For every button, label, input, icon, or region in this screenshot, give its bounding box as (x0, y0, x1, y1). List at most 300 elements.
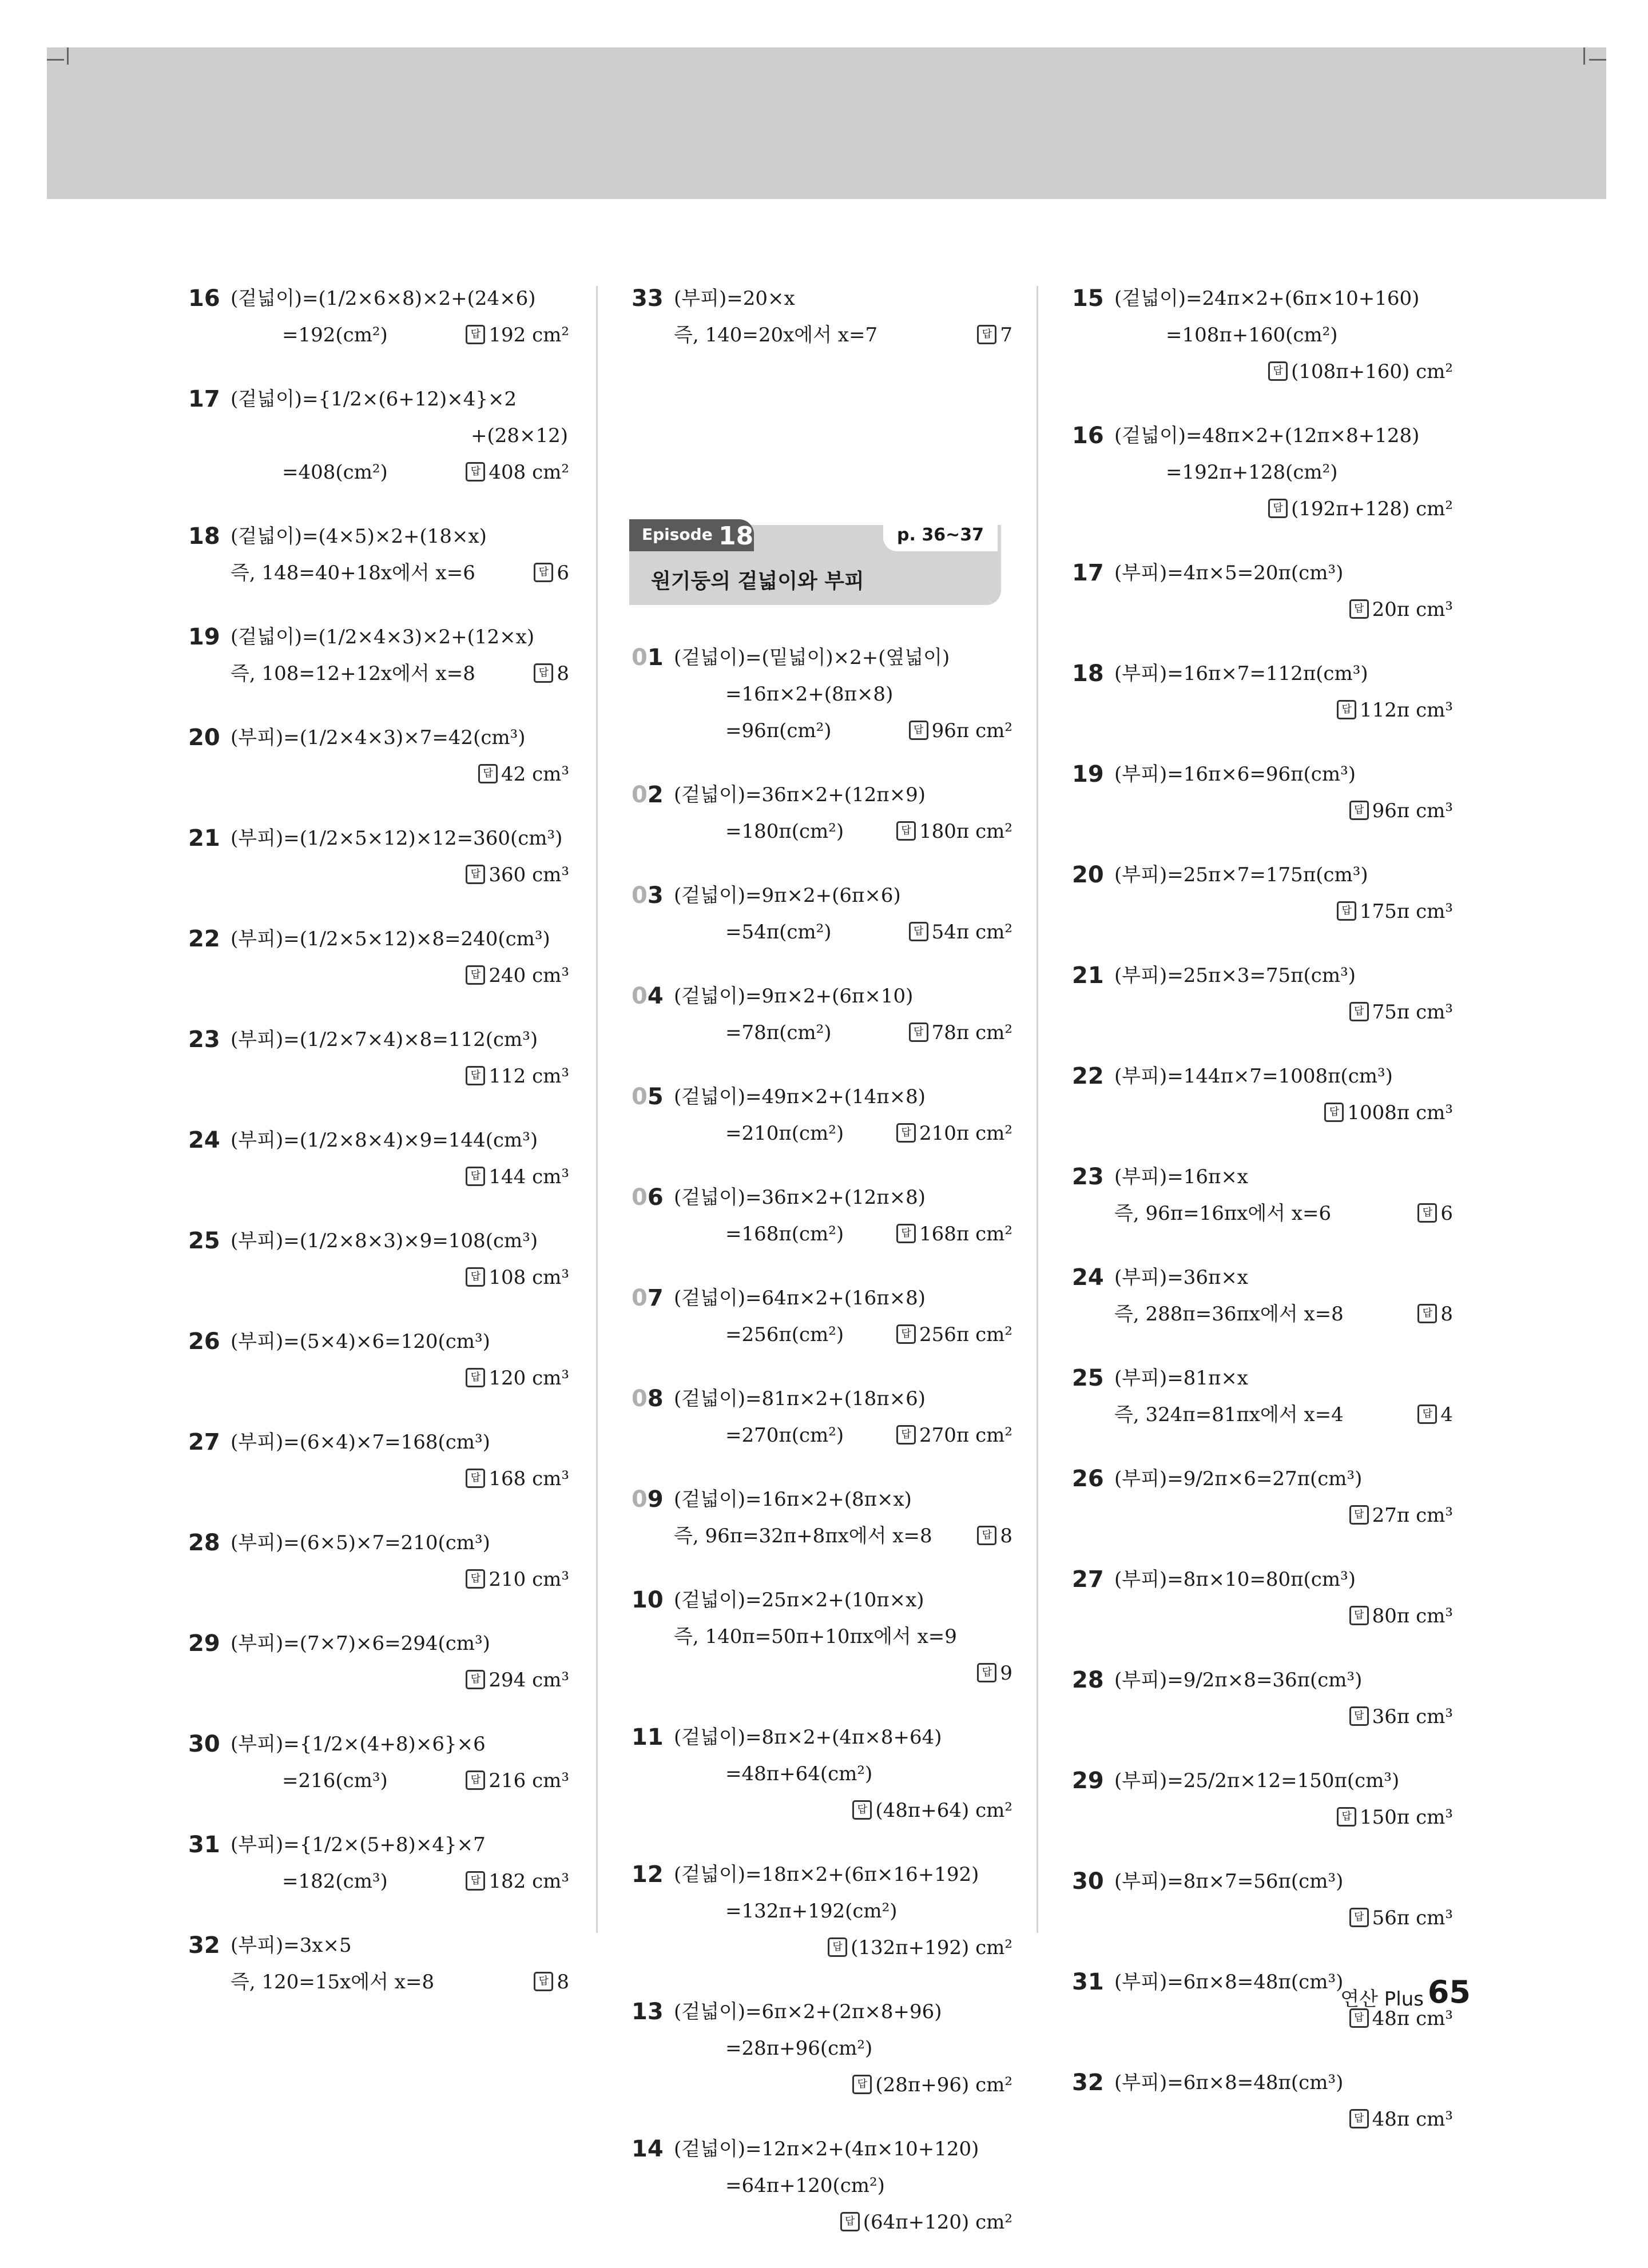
solution-expression: =408(cm²) (282, 461, 388, 484)
problem-number: 01 (632, 644, 664, 671)
answer-icon: 답 (977, 1663, 996, 1682)
solution-item (1070, 1159, 1453, 1232)
solution-item (1070, 756, 1453, 829)
problem-number: 30 (1072, 1868, 1104, 1895)
solution-expression: =192π+128(cm²) (1166, 461, 1338, 484)
solution-expression: 즉, 140π=50π+10πx에서 x=9 (674, 1625, 957, 1648)
solution-line (1070, 655, 1453, 692)
answer-value: 4 (1440, 1403, 1453, 1426)
solution-expression: (겉넓이)=48π×2+(12π×8+128) (1114, 424, 1420, 447)
solution-line (186, 1360, 569, 1396)
solution-expression: =96π(cm²) (725, 719, 832, 742)
solution-line (186, 1662, 569, 1698)
solution-expression: (겉넓이)=81π×2+(18π×6) (674, 1387, 926, 1410)
answer-value: 96π cm³ (1372, 799, 1453, 822)
solution-expression: =28π+96(cm²) (725, 2037, 873, 2060)
crop-mark (47, 59, 64, 61)
solution-expression: =216(cm³) (282, 1769, 388, 1792)
solution-line (186, 1159, 569, 1195)
solution-expression: =192(cm²) (282, 324, 388, 347)
solution-line (629, 317, 1012, 353)
answer-icon: 답 (1349, 2109, 1369, 2128)
solution-expression: (부피)=(1/2×5×12)×8=240(cm³) (231, 928, 550, 950)
solution-expression: (부피)=16π×7=112π(cm³) (1114, 662, 1368, 685)
solution-line (1070, 1396, 1453, 1433)
solution-line (186, 1461, 569, 1497)
solution-expression: 즉, 288π=36πx에서 x=8 (1114, 1303, 1344, 1326)
answer (909, 713, 1012, 749)
answer-value: 80π cm³ (1372, 1605, 1453, 1628)
episode-tag (629, 519, 754, 551)
solution-line (186, 1964, 569, 2000)
solution-item (629, 1079, 1012, 1152)
answer-icon: 답 (534, 1972, 553, 1991)
solution-line (1070, 692, 1453, 729)
solution-expression: (부피)={1/2×(4+8)×6}×6 (231, 1733, 486, 1756)
answer (1349, 793, 1453, 829)
problem-number: 30 (188, 1731, 220, 1757)
solution-line (186, 756, 569, 793)
problem-number: 10 (632, 1587, 664, 1613)
solution-line (186, 1762, 569, 1799)
column-divider (1037, 286, 1038, 1933)
problem-number: 25 (1072, 1365, 1104, 1391)
solution-item (629, 1856, 1012, 1966)
solution-expression: 즉, 140=20x에서 x=7 (674, 324, 878, 347)
answer (466, 1259, 569, 1296)
solution-item (1070, 1360, 1453, 1433)
answer-icon: 답 (1349, 1908, 1369, 1927)
solution-line (186, 957, 569, 994)
solution-column-3 (1070, 280, 1453, 2165)
solution-line (186, 1223, 569, 1259)
answer-icon: 답 (466, 1267, 485, 1287)
solution-expression: =180π(cm²) (725, 820, 844, 843)
solution-expression: (겉넓이)=(밑넓이)×2+(옆넓이) (674, 646, 950, 669)
solution-line (629, 2204, 1012, 2241)
solution-line (1070, 555, 1453, 591)
solution-expression: 즉, 96π=16πx에서 x=6 (1114, 1202, 1332, 1225)
solution-expression: =16π×2+(8π×8) (725, 683, 894, 706)
problem-number: 25 (188, 1228, 220, 1254)
solution-line (1070, 1058, 1453, 1095)
solution-line (629, 914, 1012, 950)
solution-line (629, 1655, 1012, 1692)
answer-icon: 답 (909, 1022, 928, 1042)
problem-number: 18 (1072, 660, 1104, 687)
solution-line (186, 317, 569, 353)
solution-line (1070, 1698, 1453, 1735)
answer (977, 1655, 1012, 1692)
answer-value: (132π+192) cm² (851, 1936, 1012, 1959)
solution-expression: (부피)=8π×10=80π(cm³) (1114, 1568, 1356, 1591)
answer (977, 317, 1012, 353)
solution-line (186, 719, 569, 756)
answer-value: 20π cm³ (1372, 598, 1453, 621)
answer-icon: 답 (466, 462, 485, 482)
solution-item (186, 1122, 569, 1195)
problem-number: 29 (188, 1630, 220, 1657)
answer-icon: 답 (466, 865, 485, 884)
answer-value: 294 cm³ (489, 1669, 569, 1692)
answer-icon: 답 (1349, 801, 1369, 820)
answer (466, 1461, 569, 1497)
solution-line (629, 1856, 1012, 1893)
solution-expression: (부피)=144π×7=1008π(cm³) (1114, 1065, 1393, 1088)
answer (466, 317, 569, 353)
solution-line (629, 777, 1012, 813)
problem-number: 29 (1072, 1768, 1104, 1794)
answer-value: 42 cm³ (501, 763, 569, 786)
answer (977, 1518, 1012, 1554)
solution-item (1070, 1863, 1453, 1936)
answer-value: 216 cm³ (489, 1769, 569, 1792)
problem-number: 09 (632, 1486, 664, 1513)
solution-expression: (부피)=(1/2×7×4)×8=112(cm³) (231, 1028, 538, 1051)
answer-value: 240 cm³ (489, 964, 569, 987)
problem-number: 32 (188, 1932, 220, 1959)
solution-line (186, 1122, 569, 1159)
problem-number: 26 (188, 1328, 220, 1355)
solution-expression: =78π(cm²) (725, 1021, 832, 1044)
answer-value: 8 (557, 662, 569, 685)
problem-number: 28 (188, 1530, 220, 1556)
answer-value: 6 (1440, 1202, 1453, 1225)
solution-item (186, 719, 569, 793)
answer-value: 75π cm³ (1372, 1001, 1453, 1024)
solution-item (1070, 957, 1453, 1030)
problem-number: 21 (188, 825, 220, 852)
problem-number: 21 (1072, 962, 1104, 989)
answer (909, 914, 1012, 950)
solution-item (186, 1726, 569, 1799)
solution-item (186, 1223, 569, 1296)
solution-line (1070, 317, 1453, 353)
solution-expression: (부피)=8π×7=56π(cm³) (1114, 1870, 1344, 1893)
answer-icon: 답 (977, 325, 996, 344)
problem-number: 13 (632, 1999, 664, 2025)
solution-item (186, 1021, 569, 1095)
solution-expression: 즉, 108=12+12x에서 x=8 (231, 662, 475, 685)
solution-line (629, 2167, 1012, 2204)
problem-number: 22 (188, 926, 220, 952)
solution-line (629, 1518, 1012, 1554)
answer-icon: 답 (466, 1670, 485, 1689)
solution-item (186, 1827, 569, 1900)
solution-expression: (부피)=36π×x (1114, 1266, 1248, 1289)
answer-icon: 답 (1349, 1706, 1369, 1726)
solution-expression: (부피)=6π×8=48π(cm³) (1114, 2071, 1344, 2094)
solution-expression: (부피)=(1/2×8×4)×9=144(cm³) (231, 1129, 538, 1152)
solution-line (629, 713, 1012, 749)
solution-item (186, 921, 569, 994)
solution-expression: (부피)=6π×8=48π(cm³) (1114, 1971, 1344, 1994)
solution-line (629, 1380, 1012, 1417)
answer-icon: 답 (896, 1425, 916, 1445)
answer-value: (192π+128) cm² (1291, 498, 1453, 520)
solution-line (1070, 1259, 1453, 1296)
solution-item (186, 820, 569, 893)
solution-line (1070, 857, 1453, 893)
answer (828, 1929, 1012, 1966)
answer (852, 1792, 1012, 1829)
solution-expression: (겉넓이)=(1/2×6×8)×2+(24×6) (231, 287, 536, 310)
answer-value: 192 cm² (489, 324, 569, 347)
problem-number: 23 (188, 1026, 220, 1053)
answer-icon: 답 (1349, 1002, 1369, 1021)
answer (466, 1360, 569, 1396)
solution-expression: (부피)=25/2π×12=150π(cm³) (1114, 1769, 1400, 1792)
solution-line (1070, 957, 1453, 994)
solution-expression: (겉넓이)=25π×2+(10π×x) (674, 1589, 924, 1612)
answer-value: (48π+64) cm² (875, 1799, 1012, 1822)
solution-expression: (겉넓이)=8π×2+(4π×8+64) (674, 1726, 942, 1749)
solution-expression: (겉넓이)={1/2×(6+12)×4}×2 (231, 388, 517, 411)
answer (909, 1014, 1012, 1051)
solution-line (629, 1014, 1012, 1051)
solution-expression: (겉넓이)=36π×2+(12π×9) (674, 783, 926, 806)
answer-value: 168 cm³ (489, 1467, 569, 1490)
answer-icon: 답 (896, 1324, 916, 1344)
answer-value: 48π cm³ (1372, 2007, 1453, 2030)
answer (1337, 1799, 1453, 1836)
answer-icon: 답 (534, 563, 553, 582)
solution-item (186, 1323, 569, 1396)
answer-value: 256π cm² (919, 1323, 1012, 1346)
solution-line (186, 1259, 569, 1296)
problem-number: 16 (188, 285, 220, 312)
answer-value: 112 cm³ (489, 1065, 569, 1088)
answer-icon: 답 (466, 1871, 485, 1891)
episode-label: Episode (642, 525, 713, 544)
solution-expression: (겉넓이)=16π×2+(8π×x) (674, 1488, 912, 1511)
solution-line (629, 1893, 1012, 1929)
answer-value: 36π cm³ (1372, 1705, 1453, 1728)
answer (466, 957, 569, 994)
problem-number: 19 (1072, 761, 1104, 787)
answer-value: 1008π cm³ (1347, 1101, 1453, 1124)
problem-number: 12 (632, 1861, 664, 1888)
footer-book-title: 연산 Plus (1340, 1988, 1424, 2011)
answer-icon: 답 (466, 1770, 485, 1790)
solution-expression: (부피)=16π×6=96π(cm³) (1114, 763, 1356, 786)
solution-line (1070, 417, 1453, 454)
problem-number: 22 (1072, 1063, 1104, 1089)
solution-expression: (겉넓이)=9π×2+(6π×10) (674, 985, 914, 1008)
problem-number: 32 (1072, 2070, 1104, 2096)
answer-value: 27π cm³ (1372, 1504, 1453, 1527)
solution-item (1070, 2064, 1453, 2138)
solution-expression: (부피)=4π×5=20π(cm³) (1114, 562, 1344, 584)
answer (466, 1863, 569, 1900)
answer-icon: 답 (852, 2075, 872, 2094)
answer (466, 857, 569, 893)
solution-line (186, 1561, 569, 1598)
solution-item (186, 280, 569, 353)
solution-item (1070, 1762, 1453, 1836)
solution-item (629, 280, 1012, 353)
answer-icon: 답 (909, 721, 928, 740)
solution-line (186, 1323, 569, 1360)
problem-number: 06 (632, 1184, 664, 1211)
solution-item (629, 2131, 1012, 2241)
solution-expression: 즉, 148=40+18x에서 x=6 (231, 562, 475, 584)
answer-icon: 답 (1417, 1203, 1437, 1223)
answer-icon: 답 (828, 1937, 847, 1957)
solution-expression: (겉넓이)=36π×2+(12π×8) (674, 1186, 926, 1209)
answer (1349, 1497, 1453, 1534)
answer-value: 168π cm² (919, 1223, 1012, 1246)
answer (840, 2204, 1012, 2241)
answer-value: 144 cm³ (489, 1165, 569, 1188)
solution-item (1070, 1561, 1453, 1634)
solution-line (186, 1525, 569, 1561)
solution-line (186, 921, 569, 957)
problem-number: 19 (188, 624, 220, 650)
solution-expression: (부피)=3x×5 (231, 1934, 352, 1957)
answer (1349, 1598, 1453, 1634)
solution-line (1070, 1598, 1453, 1634)
answer-value: 210π cm² (919, 1122, 1012, 1145)
solution-item (1070, 1058, 1453, 1131)
solution-expression: (부피)=(7×7)×6=294(cm³) (231, 1632, 490, 1655)
answer (466, 1058, 569, 1095)
problem-number: 07 (632, 1285, 664, 1311)
solution-line (186, 857, 569, 893)
solution-line (629, 1179, 1012, 1216)
solution-line (1070, 1360, 1453, 1396)
answer-value: (108π+160) cm² (1291, 360, 1453, 383)
answer (1268, 353, 1453, 390)
answer-value: 54π cm² (931, 921, 1012, 944)
episode-title: 원기둥의 겉넓이와 부피 (651, 570, 864, 593)
answer-icon: 답 (1268, 499, 1288, 518)
answer-icon: 답 (1349, 1505, 1369, 1525)
problem-number: 33 (632, 285, 664, 312)
solution-expression: (부피)=9/2π×6=27π(cm³) (1114, 1467, 1363, 1490)
solution-line (186, 1021, 569, 1058)
answer-icon: 답 (1337, 1807, 1356, 1827)
answer-icon: 답 (896, 1224, 916, 1243)
answer (896, 1216, 1012, 1252)
answer-icon: 답 (1349, 1606, 1369, 1625)
solution-line (1070, 1900, 1453, 1936)
episode-header (629, 522, 1001, 605)
solution-expression: (부피)=9/2π×8=36π(cm³) (1114, 1669, 1363, 1692)
answer-icon: 답 (466, 965, 485, 985)
answer-value: 182 cm³ (489, 1870, 569, 1893)
solution-expression: (부피)=25π×7=175π(cm³) (1114, 864, 1368, 886)
answer-value: 78π cm² (931, 1021, 1012, 1044)
problem-number: 18 (188, 523, 220, 550)
solution-line (186, 655, 569, 692)
answer-icon: 답 (909, 922, 928, 941)
solution-line (1070, 454, 1453, 491)
answer-value: 8 (1440, 1303, 1453, 1326)
solution-line (1070, 491, 1453, 527)
answer-icon: 답 (478, 764, 498, 783)
answer-icon: 답 (1417, 1404, 1437, 1424)
answer (1349, 1698, 1453, 1735)
solution-item (629, 1179, 1012, 1252)
solution-expression: =168π(cm²) (725, 1223, 844, 1246)
solution-line (1070, 2101, 1453, 2138)
answer-icon: 답 (466, 325, 485, 344)
solution-item (186, 1525, 569, 1598)
answer (1417, 1296, 1453, 1332)
problem-number: 31 (1072, 1969, 1104, 1995)
answer-value: 56π cm³ (1372, 1907, 1453, 1929)
problem-number: 17 (1072, 560, 1104, 586)
solution-expression: (부피)=(6×4)×7=168(cm³) (231, 1431, 490, 1454)
answer-value: 408 cm² (489, 461, 569, 484)
column-divider (596, 286, 598, 1933)
solution-item (186, 1625, 569, 1698)
answer-icon: 답 (1324, 1103, 1344, 1122)
solution-line (1070, 591, 1453, 628)
answer (1349, 994, 1453, 1030)
problem-number: 31 (188, 1832, 220, 1858)
solution-expression: (부피)=25π×3=75π(cm³) (1114, 964, 1356, 987)
solution-line (1070, 353, 1453, 390)
solution-line (629, 1216, 1012, 1252)
solution-expression: (겉넓이)=49π×2+(14π×8) (674, 1085, 926, 1108)
solution-line (1070, 1497, 1453, 1534)
solution-line (629, 1719, 1012, 1756)
answer-icon: 답 (896, 1123, 916, 1143)
problem-number: 03 (632, 882, 664, 909)
solution-expression: =48π+64(cm²) (725, 1762, 873, 1785)
answer (896, 1417, 1012, 1454)
answer (1349, 1900, 1453, 1936)
answer-icon: 답 (896, 821, 916, 841)
solution-line (1070, 756, 1453, 793)
solution-line (1070, 1662, 1453, 1698)
solution-expression: (부피)=81π×x (1114, 1367, 1248, 1390)
answer (896, 813, 1012, 850)
solution-item (1070, 417, 1453, 527)
problem-number: 27 (188, 1429, 220, 1455)
solution-line (1070, 793, 1453, 829)
problem-number: 14 (632, 2136, 664, 2162)
problem-number: 15 (1072, 285, 1104, 312)
answer (534, 655, 569, 692)
answer-icon: 답 (840, 2212, 860, 2231)
solution-column-2 (629, 280, 1012, 2268)
solution-item (1070, 1259, 1453, 1332)
solution-line (186, 820, 569, 857)
answer-icon: 답 (466, 1167, 485, 1186)
solution-item (1070, 655, 1453, 729)
solution-item (629, 877, 1012, 950)
solution-line (629, 1417, 1012, 1454)
answer (466, 1561, 569, 1598)
answer-icon: 답 (466, 1368, 485, 1387)
solution-line (1070, 1561, 1453, 1598)
problem-number: 05 (632, 1084, 664, 1110)
solution-expression: (부피)={1/2×(5+8)×4}×7 (231, 1833, 486, 1856)
solution-item (629, 1582, 1012, 1692)
answer-value: 8 (1000, 1525, 1012, 1547)
problem-number: 23 (1072, 1164, 1104, 1190)
solution-line (1070, 1863, 1453, 1900)
solution-expression: =182(cm³) (282, 1870, 388, 1893)
answer-value: 210 cm³ (489, 1568, 569, 1591)
answer (852, 2067, 1012, 2103)
solution-item (186, 518, 569, 591)
solution-expression: =54π(cm²) (725, 921, 832, 944)
solution-line (186, 518, 569, 555)
